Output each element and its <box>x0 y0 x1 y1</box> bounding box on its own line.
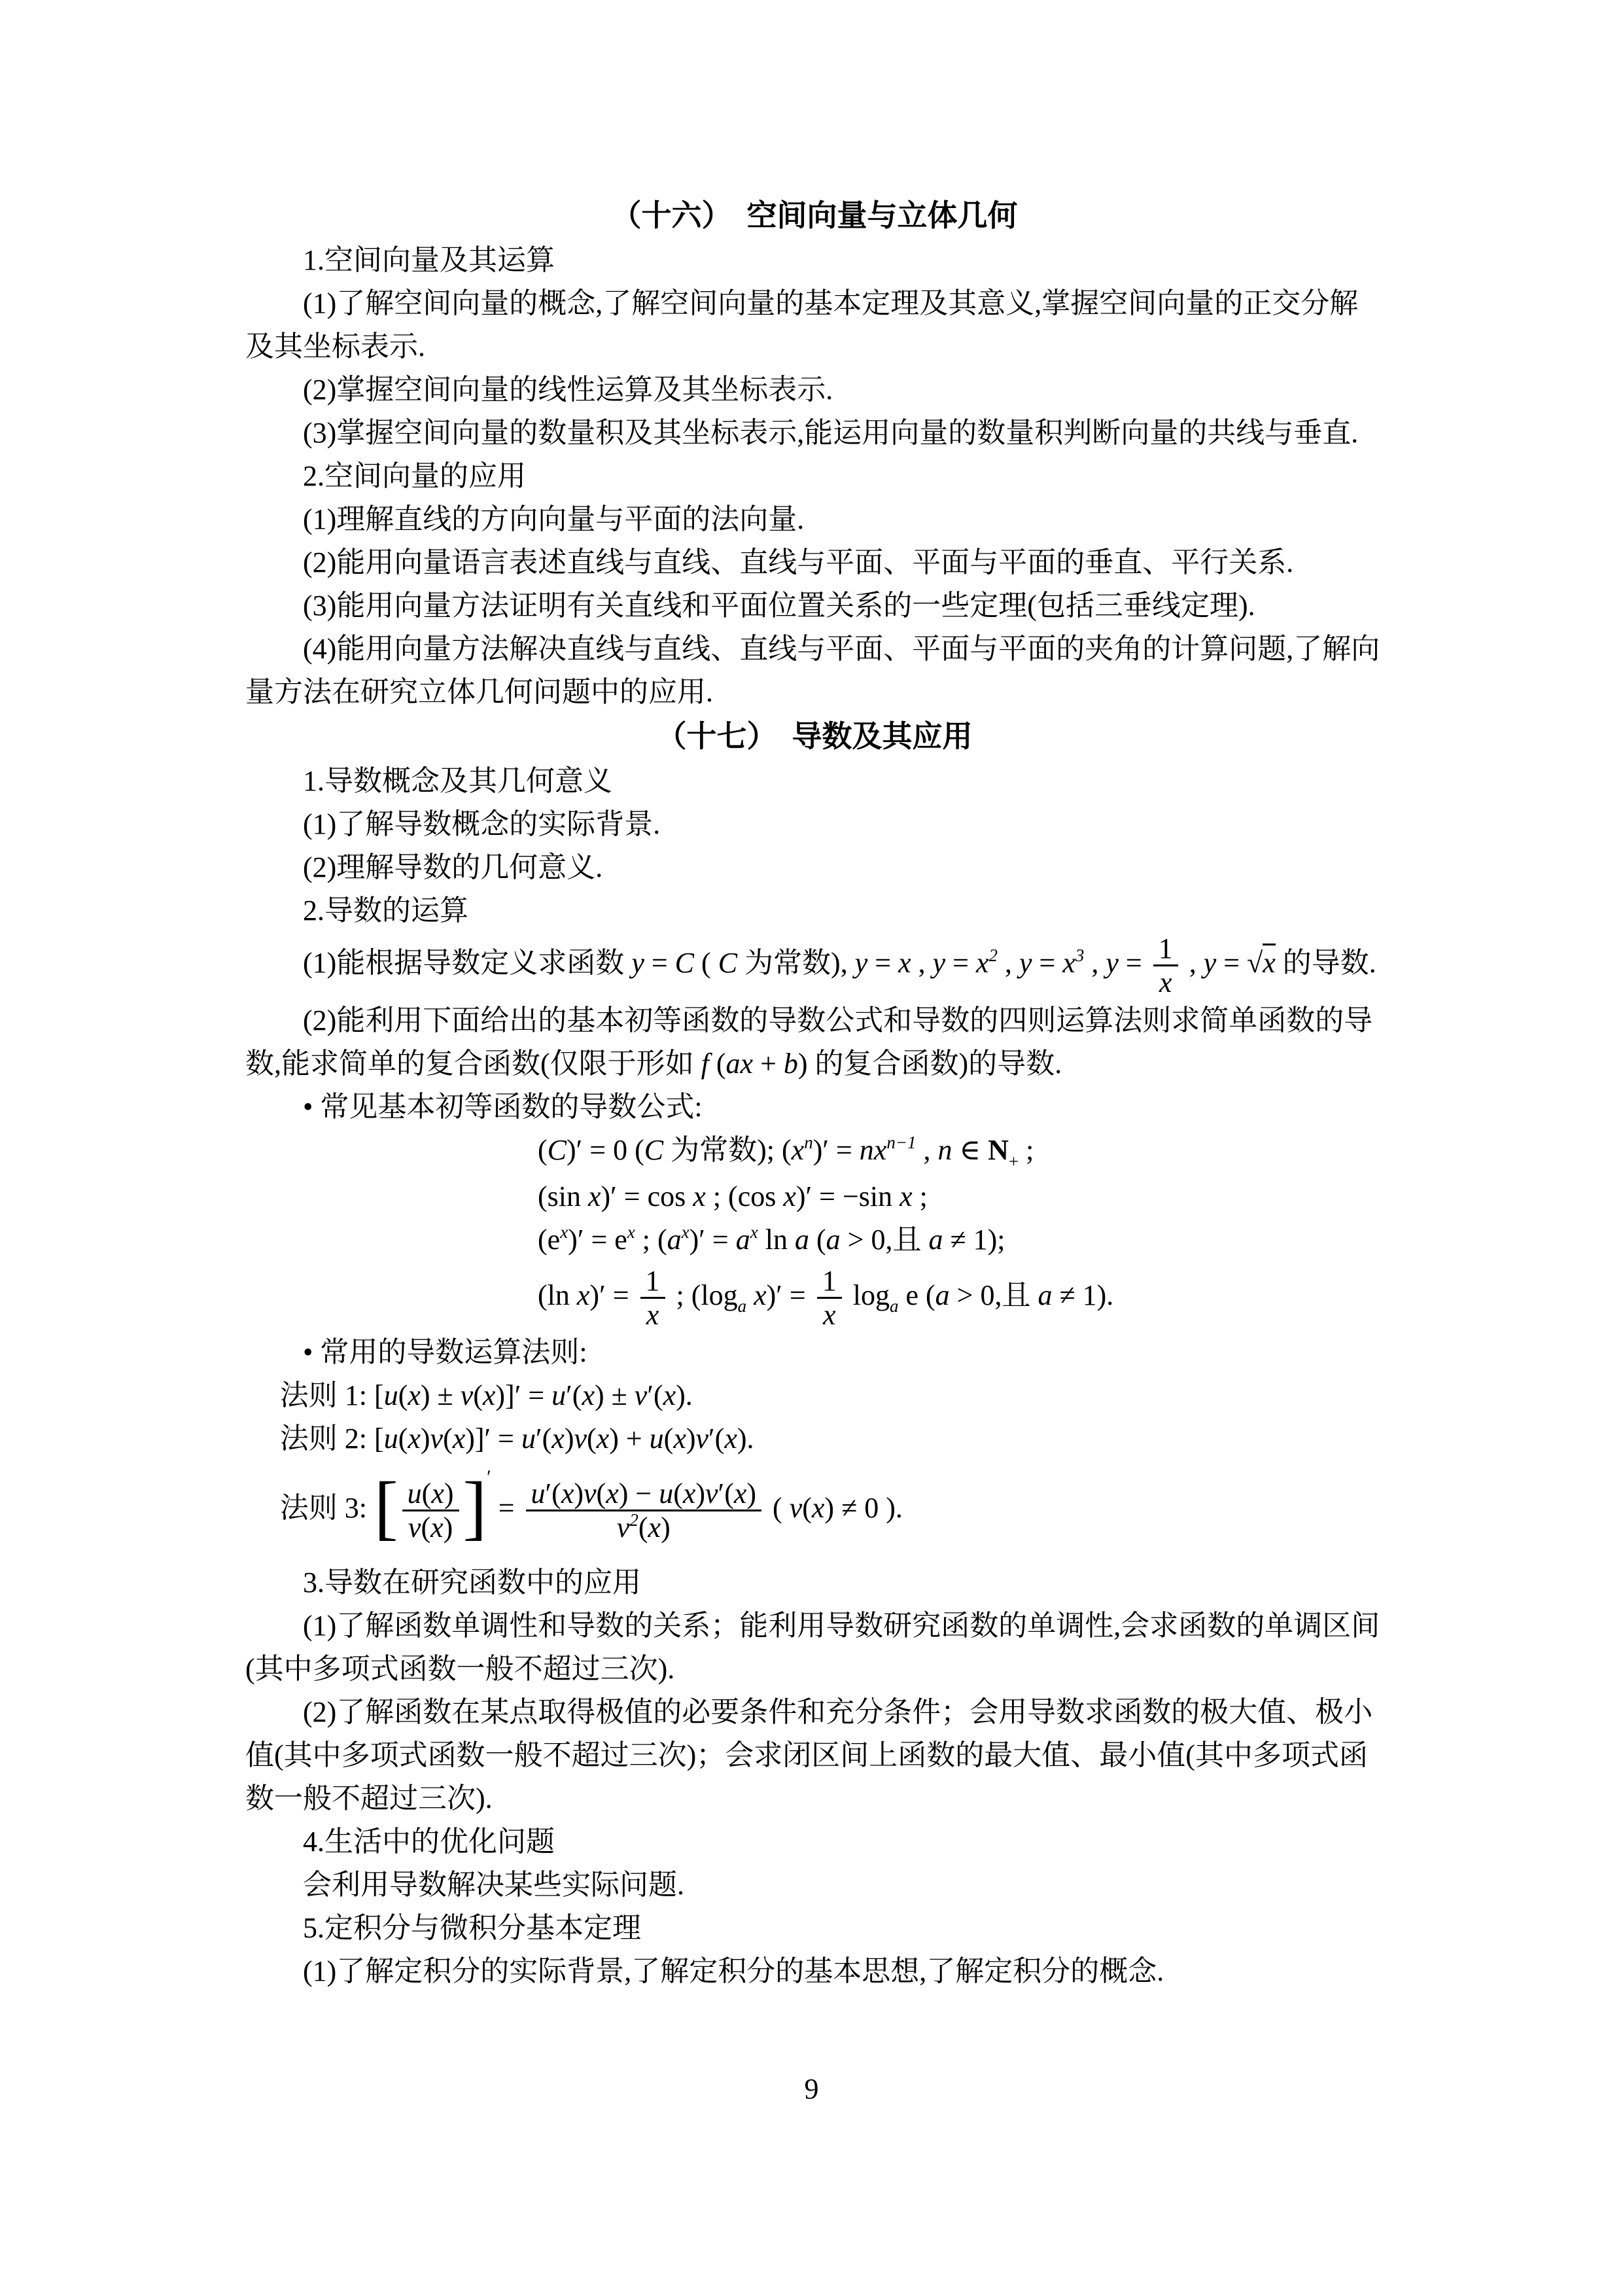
paragraph <box>245 368 1384 412</box>
text-run: (e <box>538 1223 561 1256</box>
text-run: , <box>916 1133 938 1166</box>
math-variable: v <box>430 1422 444 1455</box>
math-variable: u <box>649 1422 664 1455</box>
text-run: ′( <box>708 1422 725 1455</box>
math-variable: x <box>646 1298 659 1331</box>
text-run: ( <box>421 1511 431 1544</box>
paragraph <box>245 282 1384 368</box>
math-variable: a <box>826 1223 841 1256</box>
math-variable: x <box>452 1422 466 1455</box>
math-superscript: x <box>560 1222 568 1242</box>
paragraph <box>245 1863 1384 1907</box>
text-run: = <box>1118 946 1149 979</box>
text-run: 1.空间向量及其运算 <box>303 244 555 276</box>
text-run: )′ = <box>766 1279 813 1311</box>
math-variable: x <box>899 1180 913 1212</box>
math-variable: x <box>430 1511 444 1544</box>
math-variable: a <box>794 1223 809 1256</box>
math-variable: C <box>718 946 738 979</box>
math-variable: nx <box>859 1133 887 1166</box>
text-run: = <box>644 946 675 979</box>
text-run: log <box>845 1279 890 1311</box>
math-superscript: 2 <box>629 1510 638 1530</box>
math-superscript: x <box>627 1222 635 1242</box>
paragraph <box>245 999 1384 1086</box>
text-run: ( <box>694 946 718 979</box>
text-run: )′ = <box>589 1279 637 1311</box>
text-run: ( <box>765 1491 790 1524</box>
math-variable: u <box>551 1379 567 1412</box>
text-run: (1)能根据导数定义求函数 <box>303 946 632 979</box>
math-variable: u <box>659 1477 674 1510</box>
fraction <box>1153 932 1178 999</box>
math-variable: x <box>791 1133 805 1166</box>
text-run: (2)了解函数在某点取得极值的必要条件和充分条件；会用导数求函数的极大值、极小值(其中多项式函数一般不超过三次)；会求闭区间上函数的最大值、最小值(其中多项式函数一般不超过三次). <box>245 1695 1373 1814</box>
text-run: ) − <box>618 1477 659 1510</box>
math-variable: v <box>705 1477 718 1510</box>
paragraph <box>245 1907 1384 1950</box>
math-superscript: 2 <box>988 945 998 965</box>
text-run: ) <box>420 1422 430 1455</box>
math-variable: a <box>928 1223 943 1256</box>
math-variable: v <box>695 1422 709 1455</box>
text-run: ( <box>673 1477 683 1510</box>
math-variable: x <box>482 1379 496 1412</box>
text-run: ) <box>686 1422 696 1455</box>
text-run: )′ = 0 ( <box>567 1133 644 1166</box>
text-run: )′ = −sin <box>795 1180 900 1212</box>
text-run: ( <box>398 1422 408 1455</box>
math-variable: x <box>663 1379 676 1412</box>
text-run: ) + <box>609 1422 650 1455</box>
text-run: 法则 2: [ <box>279 1422 384 1455</box>
text-run: )′ = <box>689 1223 736 1256</box>
text-run: ; ( <box>635 1223 667 1256</box>
math-variable: x <box>724 1422 737 1455</box>
text-run: ( <box>473 1379 483 1412</box>
math-variable: x <box>431 1477 444 1510</box>
math-variable: x <box>1062 946 1075 979</box>
math-variable: y <box>1019 946 1032 979</box>
paragraph <box>245 498 1384 541</box>
math-variable: x <box>648 1511 661 1544</box>
text-run: = <box>867 946 899 979</box>
text-run: ; <box>1019 1133 1034 1166</box>
text-run: ′( <box>536 1422 552 1455</box>
text-run: ) <box>443 1511 453 1544</box>
math-superscript: x <box>681 1222 689 1242</box>
text-run: (1)了解定积分的实际背景,了解定积分的基本思想,了解定积分的概念. <box>303 1954 1164 1987</box>
math-variable: y <box>1106 946 1119 979</box>
math-variable: u <box>531 1477 546 1510</box>
math-variable: v <box>408 1511 421 1544</box>
bold-symbol: N <box>988 1133 1009 1166</box>
math-variable: x <box>898 946 911 979</box>
math-variable: u <box>383 1422 398 1455</box>
paragraph <box>245 760 1384 803</box>
text-run: + <box>753 1047 784 1080</box>
text-run: (1)理解直线的方向向量与平面的法向量. <box>303 503 805 535</box>
text-run: 2.空间向量的应用 <box>303 460 526 492</box>
paragraph <box>245 541 1384 584</box>
text-run: (1)了解空间向量的概念,了解空间向量的基本定理及其意义,掌握空间向量的正交分解及其坐标表示. <box>245 287 1359 362</box>
text-run: ) <box>574 1477 584 1510</box>
math-variable: v <box>634 1379 648 1412</box>
text-run: ). <box>676 1379 693 1412</box>
paragraph <box>245 627 1384 714</box>
paragraph <box>538 1175 1384 1218</box>
paragraph <box>245 1466 1384 1547</box>
paragraph <box>538 1129 1384 1175</box>
section-heading: （十六） 空间向量与立体几何 <box>611 199 1018 232</box>
text-run: • 常用的导数运算法则: <box>303 1336 587 1369</box>
paragraph <box>245 455 1384 498</box>
text-run: , <box>1181 946 1204 979</box>
text-run: ) <box>695 1477 706 1510</box>
text-run: ′( <box>545 1477 561 1510</box>
text-run: (ln <box>538 1279 577 1311</box>
math-variable: v <box>616 1511 630 1544</box>
text-run: )]′ = <box>495 1379 552 1412</box>
math-variable: y <box>1203 946 1217 979</box>
math-superscript: n−1 <box>886 1132 916 1152</box>
math-variable: u <box>407 1477 422 1510</box>
text-run: 1 <box>1158 932 1173 964</box>
text-run: ( <box>538 1133 548 1166</box>
text-run: = <box>945 946 976 979</box>
text-run: ln <box>758 1223 795 1256</box>
math-variable: y <box>932 946 946 979</box>
text-run <box>746 1279 754 1311</box>
text-run: ) ≠ 0 ). <box>824 1491 903 1524</box>
math-variable: x <box>975 946 989 979</box>
math-variable: C <box>644 1133 664 1166</box>
math-variable: x <box>596 1422 610 1455</box>
math-variable: x <box>606 1477 619 1510</box>
text-run: , <box>1084 946 1106 979</box>
math-variable: x <box>783 1180 796 1212</box>
text-run: ∈ <box>952 1133 988 1166</box>
math-variable: u <box>521 1422 536 1455</box>
document-content <box>245 193 1384 1993</box>
text-run: (3)能用向量方法证明有关直线和平面位置关系的一些定理(包括三垂线定理). <box>303 590 1255 622</box>
sqrt-radical: √x <box>1247 944 1276 979</box>
math-variable: x <box>733 1477 747 1510</box>
math-variable: y <box>631 946 644 979</box>
paragraph <box>245 1374 1384 1417</box>
math-subscript: a <box>889 1296 899 1316</box>
math-variable: C <box>547 1133 567 1166</box>
math-variable: x <box>582 1379 595 1412</box>
paragraph <box>245 1561 1384 1604</box>
math-superscript: x <box>750 1222 758 1242</box>
text-run: ( <box>802 1491 812 1524</box>
paragraph <box>245 1086 1384 1129</box>
page-number: 9 <box>804 2073 819 2105</box>
paragraph <box>245 932 1384 999</box>
text-run: ( <box>587 1422 597 1455</box>
math-variable: x <box>551 1422 565 1455</box>
math-variable: u <box>383 1379 398 1412</box>
text-run: )′ = cos <box>601 1180 693 1212</box>
math-variable: v <box>460 1379 474 1412</box>
math-variable: ax <box>725 1047 754 1080</box>
text-run: > 0,且 <box>840 1223 929 1256</box>
fraction <box>817 1265 842 1332</box>
math-superscript: 3 <box>1075 945 1085 965</box>
text-run: ( <box>596 1477 606 1510</box>
math-variable: a <box>735 1223 750 1256</box>
math-variable: C <box>674 946 695 979</box>
text-run: ) 的复合函数)的导数. <box>797 1047 1062 1080</box>
paragraph <box>245 239 1384 282</box>
text-run: 4.生活中的优化问题 <box>303 1825 555 1858</box>
fraction <box>526 1477 762 1544</box>
paragraph <box>245 1691 1384 1820</box>
text-run: (2)能用向量语言表述直线与直线、直线与平面、平面与平面的垂直、平行关系. <box>303 546 1294 578</box>
text-run: = <box>1216 946 1248 979</box>
math-variable: v <box>584 1477 597 1510</box>
text-run: (1)了解函数单调性和导数的关系；能利用导数研究函数的单调性,会求函数的单调区间(其中多项式函数一般不超过三次). <box>245 1609 1380 1685</box>
paragraph <box>245 1950 1384 1993</box>
paragraph <box>245 1417 1384 1460</box>
text-run: (sin <box>538 1180 588 1212</box>
text-run: • 常见基本初等函数的导数公式: <box>303 1090 703 1123</box>
text-run: 会利用导数解决某些实际问题. <box>303 1868 684 1901</box>
text-run: , <box>911 946 933 979</box>
text-run: ≠ 1); <box>943 1223 1005 1256</box>
text-run: 1 <box>822 1264 837 1297</box>
text-run: , <box>997 946 1019 979</box>
text-run: 1.导数概念及其几何意义 <box>303 765 612 797</box>
text-run: 为常数), <box>737 946 855 979</box>
paragraph <box>245 1604 1384 1691</box>
math-subscript: a <box>737 1296 747 1316</box>
text-run: 为常数); ( <box>663 1133 792 1166</box>
fraction <box>402 1477 459 1544</box>
math-variable: x <box>693 1180 706 1212</box>
text-run: (2)能利用下面给出的基本初等函数的导数公式和导数的四则运算法则求简单函数的导数,能求简单的复合函数(仅限于形如 <box>245 1004 1373 1080</box>
text-run: ) ± <box>420 1379 461 1412</box>
text-run: ′( <box>647 1379 663 1412</box>
text-run: )′ = <box>812 1133 860 1166</box>
text-run: 5.定积分与微积分基本定理 <box>303 1911 641 1944</box>
math-variable: x <box>408 1422 421 1455</box>
math-variable: x <box>588 1180 601 1212</box>
text-run: ( <box>421 1477 432 1510</box>
paragraph <box>245 889 1384 932</box>
math-variable: x <box>754 1279 767 1311</box>
text-run: e ( <box>898 1279 935 1311</box>
text-run: ≠ 1). <box>1052 1279 1114 1311</box>
text-run: ) <box>564 1422 574 1455</box>
bracket: [ <box>374 1466 398 1547</box>
math-subscript: + <box>1008 1151 1019 1171</box>
math-variable: x <box>408 1379 421 1412</box>
math-variable: x <box>576 1279 590 1311</box>
text-run: ) <box>444 1477 454 1510</box>
text-run: ) <box>661 1511 671 1544</box>
text-run: ; <box>912 1180 928 1212</box>
section-heading: （十七） 导数及其应用 <box>656 720 973 753</box>
text-run: = <box>1032 946 1063 979</box>
math-variable: x <box>822 1298 836 1331</box>
text-run: 3.导数在研究函数中的应用 <box>303 1566 641 1598</box>
text-run: (1)了解导数概念的实际背景. <box>303 808 661 840</box>
math-variable: x <box>1159 966 1172 999</box>
fraction <box>640 1265 665 1332</box>
text-run: )′ = e <box>568 1223 627 1256</box>
text-run: ′( <box>566 1379 582 1412</box>
text-run: (3)掌握空间向量的数量积及其坐标表示,能运用向量的数量积判断向量的共线与垂直. <box>303 417 1359 449</box>
text-run: = <box>491 1491 522 1524</box>
math-variable: n <box>937 1133 952 1166</box>
text-run: 法则 3: <box>279 1491 375 1524</box>
paragraph <box>538 1218 1384 1265</box>
math-variable: a <box>935 1279 950 1311</box>
paragraph <box>245 412 1384 455</box>
text-run: ). <box>737 1422 754 1455</box>
paragraph <box>245 584 1384 627</box>
text-run: ) ± <box>594 1379 635 1412</box>
text-run: ( <box>398 1379 408 1412</box>
math-variable: a <box>1038 1279 1053 1311</box>
math-variable: x <box>561 1477 574 1510</box>
paragraph <box>245 1820 1384 1863</box>
text-run: (4)能用向量方法解决直线与直线、直线与平面、平面与平面的夹角的计算问题,了解向量方法在研究立体几何问题中的应用. <box>245 633 1380 708</box>
text-run: ( <box>708 1047 726 1080</box>
text-run: ( <box>443 1422 453 1455</box>
text-run: ; (cos <box>705 1180 784 1212</box>
text-run: (2)掌握空间向量的线性运算及其坐标表示. <box>303 374 833 406</box>
text-run: 1 <box>645 1264 660 1297</box>
text-run: )]′ = <box>465 1422 521 1455</box>
math-variable: x <box>811 1491 825 1524</box>
math-variable: b <box>783 1047 798 1080</box>
math-superscript: n <box>804 1132 813 1152</box>
paragraph <box>245 1331 1384 1374</box>
paragraph <box>538 1265 1384 1332</box>
prime-mark: ′ <box>487 1466 491 1488</box>
math-variable: x <box>673 1422 686 1455</box>
text-run: ; (log <box>669 1279 738 1311</box>
math-variable: v <box>574 1422 587 1455</box>
text-run: 的导数. <box>1275 946 1376 979</box>
text-run: ) <box>746 1477 757 1510</box>
text-run: 2.导数的运算 <box>303 894 468 927</box>
math-variable: x <box>682 1477 696 1510</box>
text-run: ( <box>663 1422 674 1455</box>
text-run: ( <box>638 1511 648 1544</box>
math-variable: a <box>667 1223 682 1256</box>
paragraph <box>245 803 1384 846</box>
text-run: > 0,且 <box>949 1279 1038 1311</box>
text-run: ( <box>809 1223 826 1256</box>
text-run: (2)理解导数的几何意义. <box>303 851 603 883</box>
math-variable: v <box>789 1491 803 1524</box>
bracket: ] <box>462 1466 487 1547</box>
math-variable: y <box>854 946 868 979</box>
paragraph <box>245 846 1384 889</box>
text-run: 法则 1: [ <box>279 1379 384 1412</box>
math-variable: f <box>701 1047 709 1080</box>
text-run: ′( <box>718 1477 734 1510</box>
